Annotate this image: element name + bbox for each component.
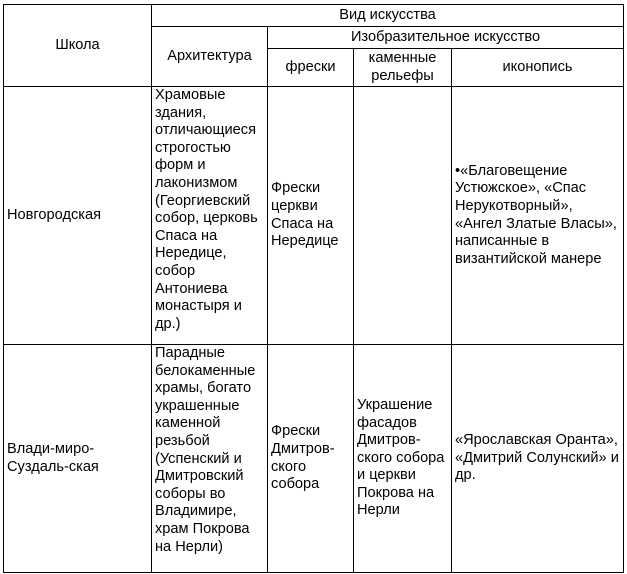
row-school: Новгородская bbox=[4, 87, 152, 345]
art-schools-table bbox=[3, 4, 624, 573]
header-art-kind: Вид искусства bbox=[152, 5, 624, 27]
header-frescoes: фрески bbox=[268, 49, 354, 87]
header-architecture: Архитектура bbox=[152, 27, 268, 87]
header-row-1 bbox=[4, 5, 624, 27]
header-icon-painting: иконопись bbox=[452, 49, 624, 87]
table-row bbox=[4, 345, 624, 573]
row-frescoes: Фрески церкви Спаса на Нередице bbox=[268, 87, 354, 345]
row-architecture: Храмовые здания, отличающиеся строгостью форм и лаконизмом (Георгиевский собор, церковь Спаса на Нередице, собор Антониева монастыря и др.) bbox=[152, 87, 268, 345]
row-frescoes: Фрески Дмитров-ского собора bbox=[268, 345, 354, 573]
header-stone-reliefs: каменные рельефы bbox=[354, 49, 452, 87]
row-stone-reliefs bbox=[354, 87, 452, 345]
table-row bbox=[4, 87, 624, 345]
row-icon-painting: •«Благовещение Устюжское», «Спас Нерукотворный», «Ангел Златые Власы», написанные в византийской манере bbox=[452, 87, 624, 345]
row-icon-painting: «Ярославская Оранта», «Дмитрий Солунский» и др. bbox=[452, 345, 624, 573]
header-school: Школа bbox=[4, 5, 152, 87]
row-architecture: Парадные белокаменные храмы, богато украшенные каменной резьбой (Успенский и Дмитровский соборы во Владимире, храм Покрова на Нерли) bbox=[152, 345, 268, 573]
row-school: Влади-миро-Суздаль-ская bbox=[4, 345, 152, 573]
header-fine-art: Изобразительное искусство bbox=[268, 27, 624, 49]
row-stone-reliefs: Украшение фасадов Дмитров-ского собора и церкви Покрова на Нерли bbox=[354, 345, 452, 573]
